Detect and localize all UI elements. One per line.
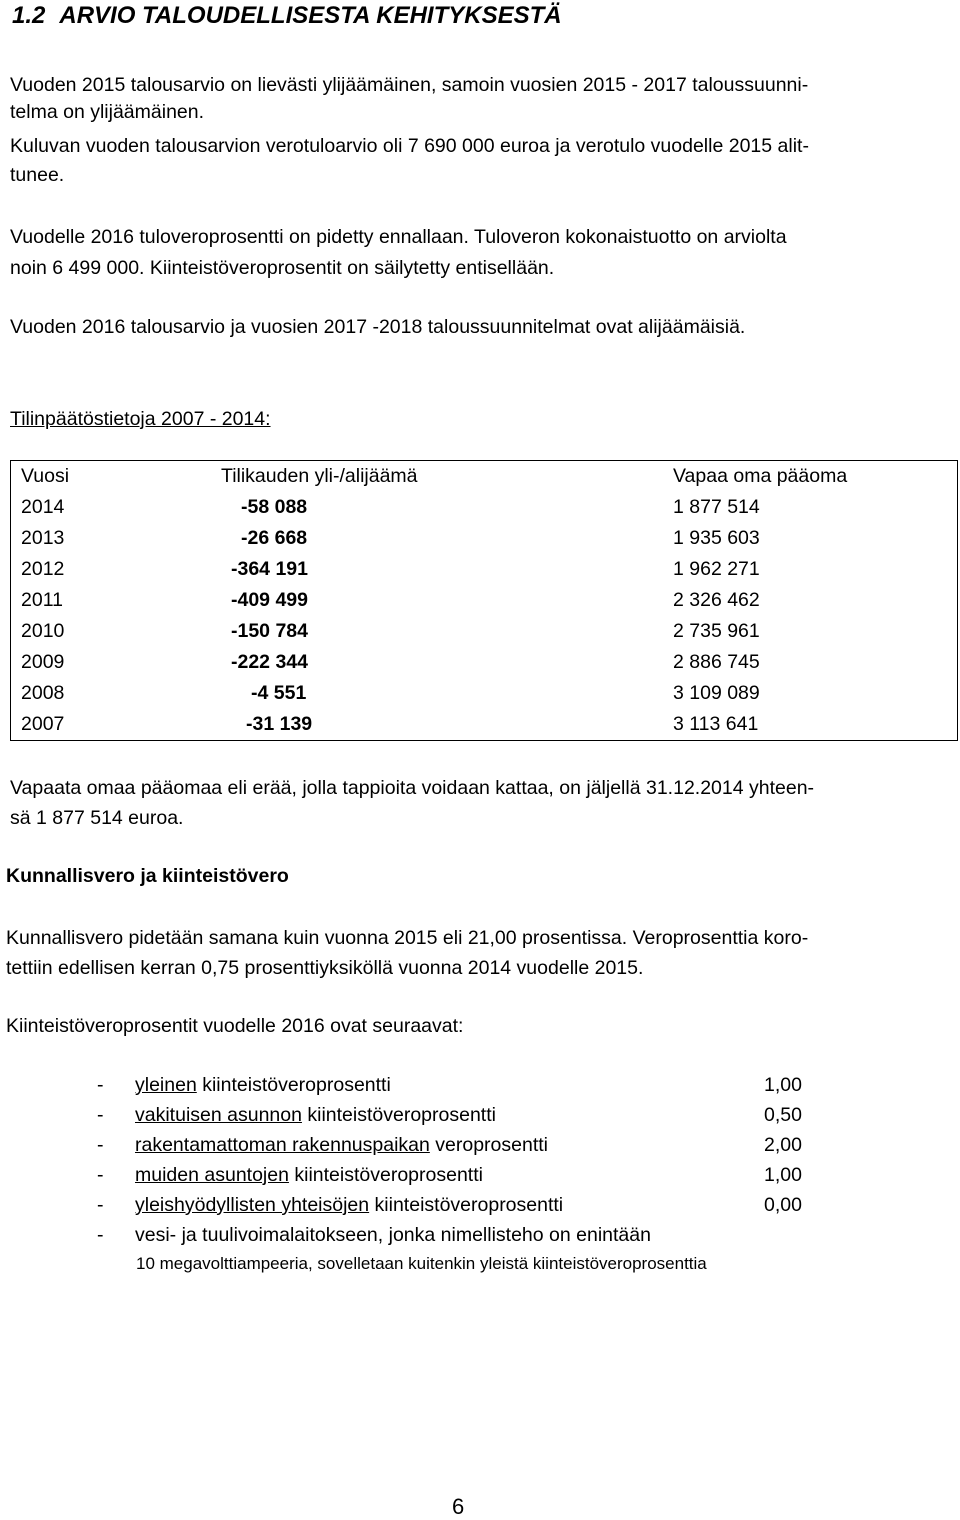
tax-heading: Kunnallisvero ja kiinteistövero <box>6 865 289 887</box>
equity-cell: 3 113 641 <box>673 713 759 735</box>
paragraph-line: tunee. <box>10 164 65 186</box>
list-dash: - <box>97 1074 104 1096</box>
rate-label-underlined: vakituisen asunnon <box>135 1104 302 1126</box>
year-cell: 2010 <box>21 620 65 642</box>
list-dash: - <box>97 1104 104 1126</box>
paragraph-line: Kunnallisvero pidetään samana kuin vuonna 2015 eli 21,00 prosentissa. Veroprosenttia koro- <box>6 927 809 949</box>
rate-value: 0,50 <box>764 1104 802 1126</box>
year-cell: 2008 <box>21 682 65 704</box>
rates-intro: Kiinteistöveroprosentit vuodelle 2016 ovat seuraavat: <box>6 1015 464 1037</box>
equity-cell: 1 962 271 <box>673 558 760 580</box>
surplus-cell: -409 499 <box>231 589 308 611</box>
table-row <box>11 554 958 585</box>
equity-cell: 1 877 514 <box>673 496 760 518</box>
year-cell: 2011 <box>21 589 63 611</box>
paragraph-line: noin 6 499 000. Kiinteistöveroprosentit on säilytetty entisellään. <box>10 257 555 279</box>
table-title <box>10 404 271 434</box>
rate-label-rest: kiinteistöveroprosentti <box>369 1194 564 1216</box>
table-row <box>11 709 958 741</box>
year-cell: 2009 <box>21 651 65 673</box>
wind-line: vesi- ja tuulivoimalaitokseen, jonka nimellisteho on enintään <box>135 1224 651 1246</box>
surplus-cell: -26 668 <box>241 527 308 549</box>
list-dash: - <box>97 1224 104 1246</box>
year-cell: 2012 <box>21 558 65 580</box>
surplus-cell: -31 139 <box>246 713 313 735</box>
paragraph-line: Vuoden 2016 talousarvio ja vuosien 2017 -2018 taloussuunnitelmat ovat alijäämäisiä. <box>10 316 746 338</box>
surplus-cell: -58 088 <box>241 496 308 518</box>
table-row <box>11 492 958 523</box>
paragraph-line: Vapaata omaa pääomaa eli erää, jolla tappioita voidaan kattaa, on jäljellä 31.12.2014 yhteen- <box>10 777 815 799</box>
page-number: 6 <box>452 1494 465 1519</box>
table-row <box>11 647 958 678</box>
equity-cell: 2 326 462 <box>673 589 760 611</box>
surplus-cell: -150 784 <box>231 620 308 642</box>
rate-value: 1,00 <box>764 1074 802 1096</box>
equity-cell: 1 935 603 <box>673 527 760 549</box>
paragraph-line: tettiin edellisen kerran 0,75 prosenttiyksiköllä vuonna 2014 vuodelle 2015. <box>6 957 644 979</box>
table-row <box>11 678 958 709</box>
table-row <box>11 523 958 554</box>
paragraph-line: Kuluvan vuoden talousarvion verotuloarvio oli 7 690 000 euroa ja verotulo vuodelle 2015 alit- <box>10 135 809 157</box>
wind-line-small: 10 megavolttiampeeria, sovelletaan kuitenkin yleistä kiinteistöveroprosenttia <box>136 1254 707 1273</box>
year-cell: 2007 <box>21 713 65 735</box>
header-cell: Vuosi <box>21 465 70 487</box>
table-row <box>11 585 958 616</box>
rate-label-underlined: rakentamattoman rakennuspaikan <box>135 1134 430 1156</box>
section-heading <box>12 2 562 30</box>
table-header-row <box>11 461 958 493</box>
rate-label-underlined: yleishyödyllisten yhteisöjen <box>135 1194 370 1216</box>
rate-label-rest: veroprosentti <box>429 1134 548 1156</box>
rate-label <box>135 1164 483 1187</box>
equity-cell: 2 886 745 <box>673 651 760 673</box>
financial-table <box>10 460 958 741</box>
paragraph-line: Vuoden 2015 talousarvio on lievästi ylijäämäinen, samoin vuosien 2015 - 2017 taloussuunni- <box>10 74 809 96</box>
year-cell: 2013 <box>21 527 65 549</box>
rate-label-rest: kiinteistöveroprosentti <box>196 1074 391 1096</box>
paragraph-line: sä 1 877 514 euroa. <box>10 807 184 829</box>
header-cell: Tilikauden yli-/alijäämä <box>221 465 418 487</box>
table-title-text: Tilinpäätöstietoja 2007 - 2014: <box>10 408 271 430</box>
rate-label-underlined: yleinen <box>135 1074 197 1096</box>
list-dash: - <box>97 1134 104 1156</box>
rate-value: 2,00 <box>764 1134 802 1156</box>
rate-label <box>135 1194 563 1217</box>
section-number: 1.2 <box>12 2 46 29</box>
list-dash: - <box>97 1164 104 1186</box>
surplus-cell: -4 551 <box>251 682 307 704</box>
equity-cell: 3 109 089 <box>673 682 760 704</box>
paragraph-line: telma on ylijäämäinen. <box>10 101 205 123</box>
section-title: ARVIO TALOUDELLISESTA KEHITYKSESTÄ <box>59 2 562 29</box>
equity-cell: 2 735 961 <box>673 620 760 642</box>
rate-label-underlined: muiden asuntojen <box>135 1164 289 1186</box>
rate-label <box>135 1074 391 1097</box>
surplus-cell: -364 191 <box>231 558 308 580</box>
paragraph-line: Vuodelle 2016 tuloveroprosentti on pidetty ennallaan. Tuloveron kokonaistuotto on arviolta <box>10 226 787 248</box>
surplus-cell: -222 344 <box>231 651 308 673</box>
rate-label <box>135 1134 548 1157</box>
rate-label-rest: kiinteistöveroprosentti <box>288 1164 483 1186</box>
rate-label-rest: kiinteistöveroprosentti <box>301 1104 496 1126</box>
rate-value: 1,00 <box>764 1164 802 1186</box>
list-dash: - <box>97 1194 104 1216</box>
table-row <box>11 616 958 647</box>
rate-value: 0,00 <box>764 1194 802 1216</box>
header-cell: Vapaa oma pääoma <box>673 465 848 487</box>
rate-label <box>135 1104 496 1127</box>
year-cell: 2014 <box>21 496 65 518</box>
